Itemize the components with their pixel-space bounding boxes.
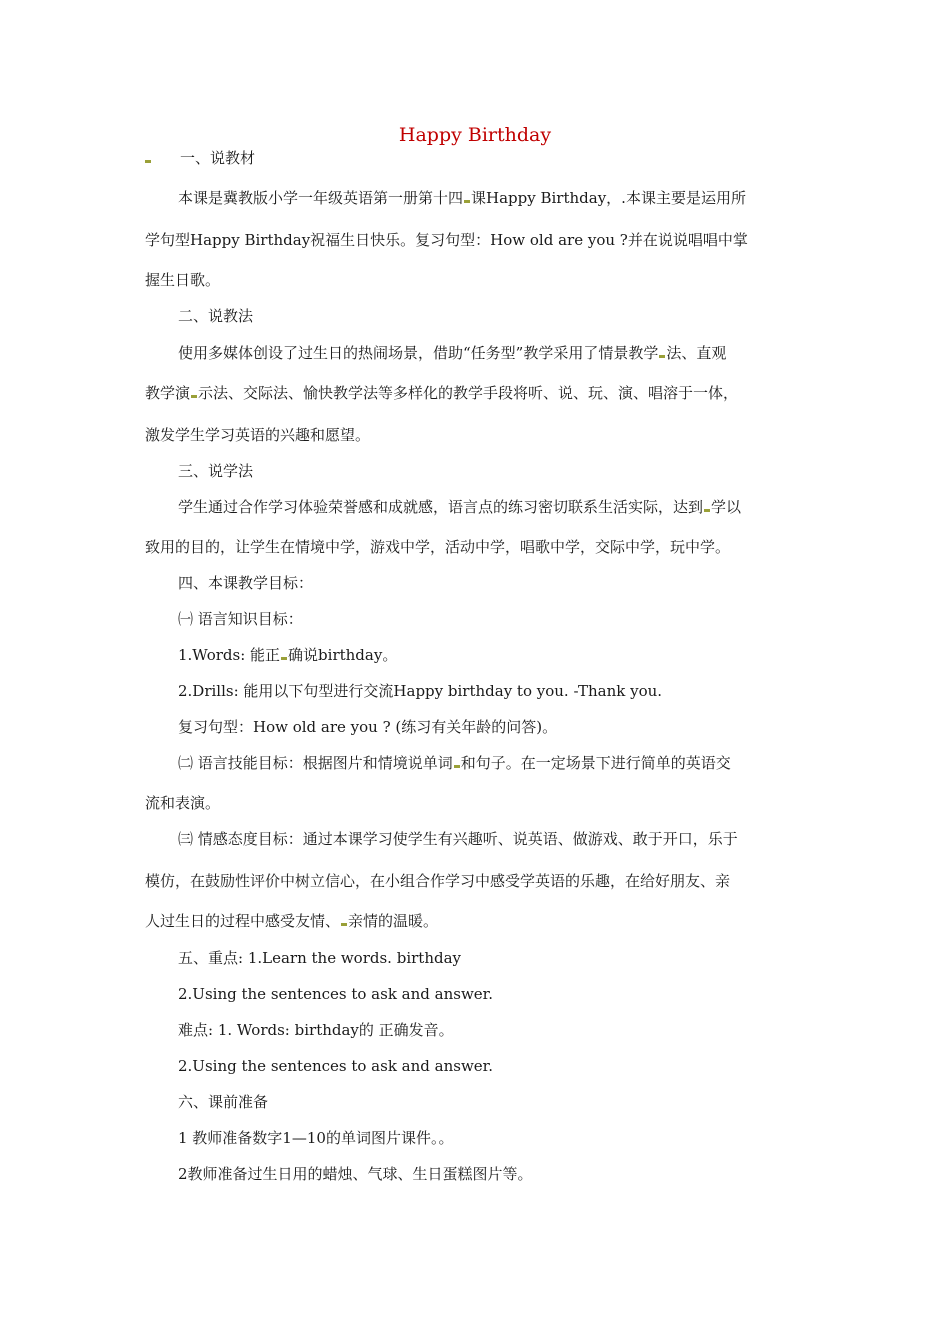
paragraph-line: ㈢ 情感态度目标：通过本课学习使学生有兴趣听、说英语、做游戏、敢于开口，乐于 — [178, 830, 738, 848]
inline-mark — [454, 765, 460, 768]
paragraph-line: 激发学生学习英语的兴趣和愿望。 — [145, 426, 371, 444]
text-span: 1.Words: 能正 — [178, 646, 281, 664]
section-4-heading: 四、本课教学目标： — [178, 574, 314, 592]
text-span: 亲情的温暖。 — [348, 912, 439, 930]
text-span: 示法、交际法、愉快教学法等多样化的教学手段将听、说、玩、演、唱溶于一体， — [198, 384, 739, 402]
inline-mark — [341, 923, 347, 926]
list-item — [178, 643, 397, 667]
subsection-heading: ㈠ 语言知识目标： — [178, 610, 303, 628]
list-item: 2.Drills: 能用以下句型进行交流Happy birthday to you. -Thank you. — [178, 682, 663, 700]
paragraph-line — [178, 341, 726, 365]
text-span: 确说birthday。 — [288, 646, 398, 664]
paragraph-line — [178, 186, 746, 210]
text-span: 本课是冀教版小学一年级英语第一册第十四 — [178, 189, 464, 207]
section-1-heading: 一、说教材 — [180, 149, 256, 167]
document-title: Happy Birthday — [398, 124, 552, 146]
text-span: 使用多媒体创设了过生日的热闹场景，借助“任务型”教学采用了情景教学 — [178, 344, 659, 362]
text-span: 学生通过合作学习体验荣誉感和成就感，语言点的练习密切联系生活实际，达到 — [178, 498, 704, 516]
section-5-heading: 五、重点: 1.Learn the words. birthday — [178, 949, 462, 967]
text-span: ㈡ 语言技能目标：根据图片和情境说单词 — [178, 754, 453, 772]
paragraph-line — [145, 909, 438, 933]
inline-mark — [704, 509, 710, 512]
margin-mark — [145, 160, 151, 163]
paragraph-line: 学句型Happy Birthday祝福生日快乐。复习句型：How old are you ?并在说说唱唱中掌 — [145, 231, 748, 249]
text-span: 教学演 — [145, 384, 191, 402]
inline-mark — [464, 200, 470, 203]
paragraph-line: 握生日歌。 — [145, 271, 221, 289]
paragraph-line — [145, 381, 738, 405]
list-item: 2.Using the sentences to ask and answer. — [178, 985, 493, 1003]
section-3-heading: 三、说学法 — [178, 462, 254, 480]
list-item: 2.Using the sentences to ask and answer. — [178, 1057, 493, 1075]
paragraph-line: 流和表演。 — [145, 794, 221, 812]
text-span: 课Happy Birthday，.本课主要是运用所 — [471, 189, 746, 207]
list-item: 2教师准备过生日用的蜡烛、气球、生日蛋糕图片等。 — [178, 1165, 533, 1183]
list-item: 1 教师准备数字1—10的单词图片课件。。 — [178, 1129, 454, 1147]
list-item: 难点: 1. Words: birthday的 正确发音。 — [178, 1021, 454, 1039]
paragraph-line: 致用的目的，让学生在情境中学，游戏中学，活动中学，唱歌中学，交际中学，玩中学。 — [145, 538, 731, 556]
inline-mark — [659, 355, 665, 358]
text-span: 法、直观 — [666, 344, 727, 362]
paragraph-line: 模仿，在鼓励性评价中树立信心，在小组合作学习中感受学英语的乐趣，在给好朋友、亲 — [145, 872, 731, 890]
text-span: 人过生日的过程中感受友情、 — [145, 912, 341, 930]
text-span: 学以 — [711, 498, 742, 516]
list-item: 复习句型：How old are you ? (练习有关年龄的问答)。 — [178, 718, 558, 736]
paragraph-line — [178, 495, 741, 519]
section-6-heading: 六、课前准备 — [178, 1093, 269, 1111]
inline-mark — [281, 657, 287, 660]
text-span: 和句子。在一定场景下进行简单的英语交 — [460, 754, 731, 772]
paragraph-line — [178, 751, 731, 775]
section-2-heading: 二、说教法 — [178, 307, 254, 325]
inline-mark — [191, 395, 197, 398]
